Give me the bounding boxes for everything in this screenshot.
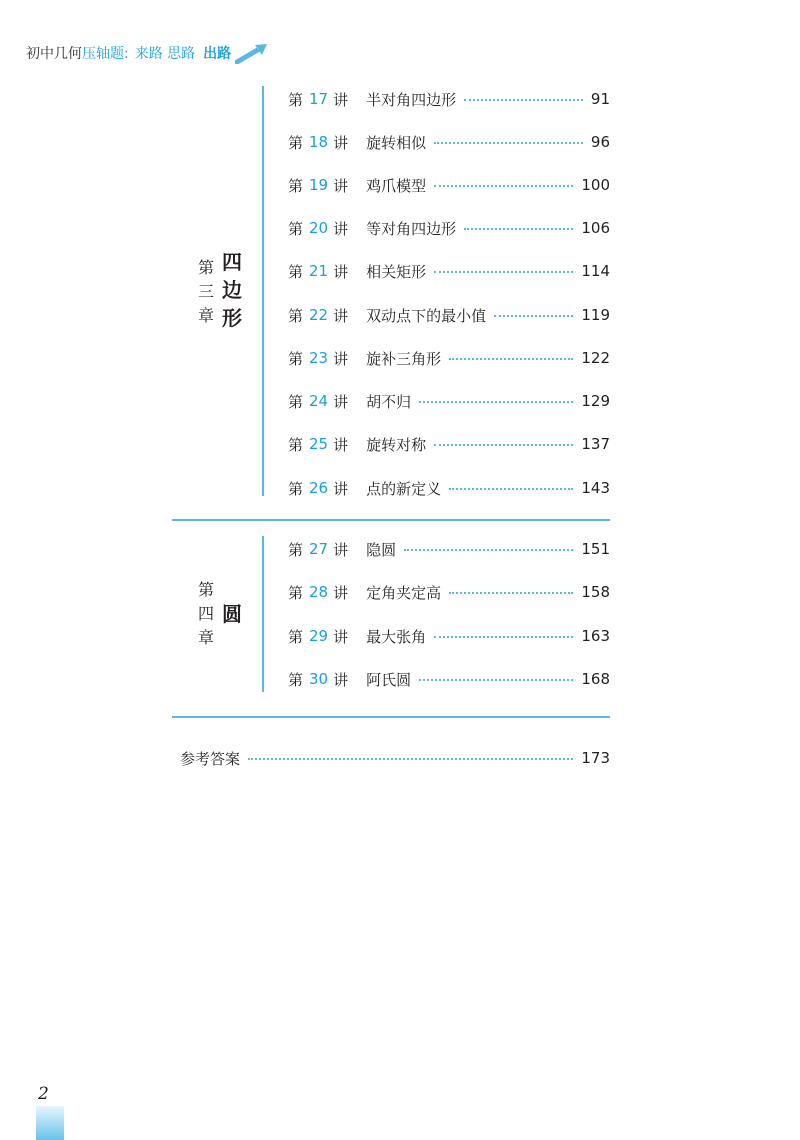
entry-page: 163 (581, 627, 610, 645)
page-corner-tab (36, 1106, 64, 1140)
dot-leader (464, 99, 583, 101)
entry-suffix: 讲 (333, 262, 349, 281)
entry-title: 旋转对称 (366, 435, 427, 454)
chapter-separator (172, 519, 610, 521)
chapter3-title-char: 边 (222, 278, 242, 302)
entry-suffix: 讲 (333, 133, 349, 152)
entry-prefix: 第 (288, 90, 304, 109)
entry-page: 96 (590, 133, 610, 151)
chapter3-title-char: 形 (222, 306, 242, 330)
toc-entry[interactable] (288, 303, 610, 327)
entry-number: 17 (309, 90, 329, 108)
dot-leader (434, 444, 573, 446)
dot-leader (434, 636, 573, 638)
entry-page: 143 (581, 479, 610, 497)
toc-entry[interactable] (288, 537, 610, 561)
entry-page: 151 (581, 540, 610, 558)
entry-prefix: 第 (288, 133, 304, 152)
dot-leader (449, 358, 573, 360)
entry-prefix: 第 (288, 219, 304, 238)
entry-page: 114 (581, 262, 610, 280)
chapter4-label-char: 第 (198, 580, 215, 599)
chapter4-title-char: 圆 (222, 602, 242, 626)
chapter4-title (222, 600, 242, 628)
dot-leader (434, 142, 583, 144)
toc-entry[interactable] (288, 667, 610, 691)
toc-entry[interactable] (288, 389, 610, 413)
entry-page: 100 (581, 176, 610, 194)
toc-entry[interactable] (288, 580, 610, 604)
dot-leader (404, 549, 573, 551)
toc-entry[interactable] (288, 130, 610, 154)
entry-suffix: 讲 (333, 435, 349, 454)
entry-number: 29 (309, 627, 329, 645)
entry-title: 胡不归 (366, 392, 412, 411)
toc-entry[interactable] (288, 432, 610, 456)
chapter3-title-char: 四 (222, 250, 242, 274)
chapter4-label-char: 四 (198, 604, 215, 623)
entry-page: 137 (581, 435, 610, 453)
entry-page: 106 (581, 219, 610, 237)
entry-number: 22 (309, 306, 329, 324)
entry-page: 158 (581, 583, 610, 601)
entry-page: 119 (581, 306, 610, 324)
dot-leader (449, 488, 573, 490)
toc-entry[interactable] (288, 87, 610, 111)
entry-number: 23 (309, 349, 329, 367)
chapter3-label-char: 三 (198, 282, 215, 301)
toc-entry[interactable] (288, 216, 610, 240)
entry-prefix: 第 (288, 540, 304, 559)
entry-suffix: 讲 (333, 219, 349, 238)
entry-number: 30 (309, 670, 329, 688)
entry-title: 双动点下的最小值 (366, 306, 487, 325)
entry-page: 129 (581, 392, 610, 410)
entry-suffix: 讲 (333, 349, 349, 368)
entry-page: 91 (590, 90, 610, 108)
entry-page: 122 (581, 349, 610, 367)
page-number: 2 (38, 1084, 49, 1104)
chapter4-divider (262, 536, 264, 692)
entry-suffix: 讲 (333, 670, 349, 689)
header-highlight: 出路 (203, 46, 232, 62)
entry-number: 19 (309, 176, 329, 194)
dot-leader (494, 315, 573, 317)
entry-prefix: 第 (288, 262, 304, 281)
dot-leader (248, 758, 573, 760)
answers-page: 173 (581, 749, 610, 767)
header-series-title: 初中几何 (26, 46, 82, 62)
answers-entry[interactable] (180, 746, 610, 770)
toc-entry[interactable] (288, 346, 610, 370)
entry-title: 定角夹定高 (366, 583, 442, 602)
entry-page: 168 (581, 670, 610, 688)
entry-prefix: 第 (288, 583, 304, 602)
entry-suffix: 讲 (333, 583, 349, 602)
dot-leader (419, 679, 573, 681)
entry-number: 25 (309, 435, 329, 453)
entry-number: 24 (309, 392, 329, 410)
entry-suffix: 讲 (333, 90, 349, 109)
entry-prefix: 第 (288, 627, 304, 646)
entry-prefix: 第 (288, 349, 304, 368)
dot-leader (449, 592, 573, 594)
chapter3-label-char: 第 (198, 258, 215, 277)
chapter3-divider (262, 86, 264, 496)
entry-title: 旋转相似 (366, 133, 427, 152)
entry-suffix: 讲 (333, 627, 349, 646)
entry-prefix: 第 (288, 306, 304, 325)
toc-entry[interactable] (288, 259, 610, 283)
entry-prefix: 第 (288, 392, 304, 411)
dot-leader (434, 271, 573, 273)
entry-title: 鸡爪模型 (366, 176, 427, 195)
entry-prefix: 第 (288, 479, 304, 498)
toc-entry[interactable] (288, 624, 610, 648)
entry-number: 27 (309, 540, 329, 558)
toc-entry[interactable] (288, 173, 610, 197)
entry-suffix: 讲 (333, 392, 349, 411)
chapter4-label (198, 578, 214, 650)
header-topic: 压轴题: (82, 46, 129, 62)
entry-title: 半对角四边形 (366, 90, 457, 109)
running-header (26, 40, 269, 66)
entry-title: 隐圆 (366, 540, 397, 559)
entry-suffix: 讲 (333, 176, 349, 195)
entry-number: 26 (309, 479, 329, 497)
toc-entry[interactable] (288, 476, 610, 500)
answers-title: 参考答案 (180, 749, 241, 768)
chapter4-label-char: 章 (198, 628, 215, 647)
chapter3-label (198, 256, 214, 328)
dot-leader (434, 185, 573, 187)
entry-title: 阿氏圆 (366, 670, 412, 689)
entry-title: 相关矩形 (366, 262, 427, 281)
chapter-separator (172, 716, 610, 718)
header-subtitle: 来路 思路 (134, 46, 196, 62)
entry-number: 21 (309, 262, 329, 280)
chapter3-title (222, 248, 242, 332)
dot-leader (464, 228, 573, 230)
entry-prefix: 第 (288, 435, 304, 454)
arrow-icon (235, 42, 269, 64)
entry-suffix: 讲 (333, 540, 349, 559)
entry-number: 18 (309, 133, 329, 151)
entry-title: 点的新定义 (366, 479, 442, 498)
chapter3-label-char: 章 (198, 306, 215, 325)
entry-number: 28 (309, 583, 329, 601)
entry-prefix: 第 (288, 670, 304, 689)
entry-number: 20 (309, 219, 329, 237)
entry-title: 旋补三角形 (366, 349, 442, 368)
entry-suffix: 讲 (333, 479, 349, 498)
dot-leader (419, 401, 573, 403)
entry-suffix: 讲 (333, 306, 349, 325)
entry-prefix: 第 (288, 176, 304, 195)
entry-title: 最大张角 (366, 627, 427, 646)
entry-title: 等对角四边形 (366, 219, 457, 238)
